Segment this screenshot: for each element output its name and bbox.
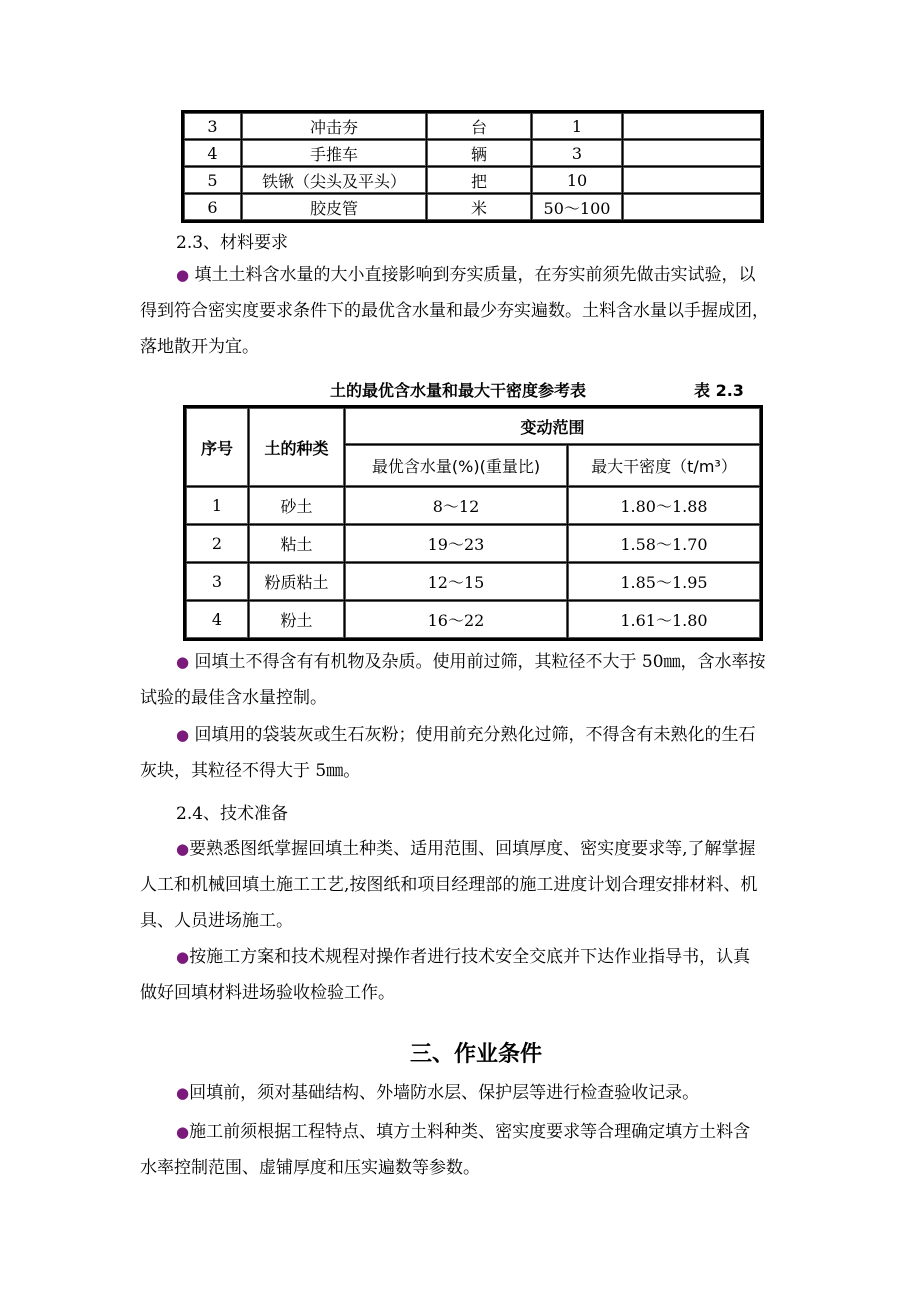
table-row [186, 601, 760, 638]
table-caption: 土的最优含水量和最大干密度参考表 [330, 381, 587, 400]
cell-no: 4 [184, 140, 241, 166]
paragraph-line: 落地散开为宜。 [140, 337, 259, 357]
cell-note [623, 140, 761, 166]
paragraph-line [176, 651, 766, 673]
cell-water: 19～23 [345, 525, 567, 562]
cell-note [623, 113, 761, 139]
cell-density: 1.85～1.95 [568, 563, 760, 600]
cell-unit: 台 [427, 113, 531, 139]
table-row [186, 487, 760, 524]
cell-unit: 把 [427, 167, 531, 193]
cell-no: 3 [184, 113, 241, 139]
cell-qty: 50～100 [532, 194, 622, 220]
paragraph-line [176, 264, 756, 286]
paragraph-text: 回填前，须对基础结构、外墙防水层、保护层等进行检查验收记录。 [189, 1083, 700, 1103]
table-row [184, 167, 761, 193]
header-optimal-water: 最优含水量(%)(重量比) [345, 445, 567, 486]
cell-soil-type: 砂土 [249, 487, 344, 524]
cell-name: 手推车 [242, 140, 426, 166]
paragraph-line: 人工和机械回填土施工工艺,按图纸和项目经理部的施工进度计划合理安排材料、机 [140, 875, 758, 895]
cell-water: 8～12 [345, 487, 567, 524]
bullet-icon: ● [176, 653, 190, 671]
bullet-icon: ● [176, 948, 190, 966]
cell-name: 铁锹（尖头及平头） [242, 167, 426, 193]
header-max-density: 最大干密度（t/m³） [568, 445, 760, 486]
bullet-icon: ● [176, 1123, 190, 1141]
cell-no: 3 [186, 563, 248, 600]
cell-density: 1.58～1.70 [568, 525, 760, 562]
table-row [186, 563, 760, 600]
paragraph-text: 填土土料含水量的大小直接影响到夯实质量，在夯实前须先做击实试验，以 [194, 265, 756, 285]
cell-qty: 3 [532, 140, 622, 166]
bullet-icon: ● [176, 840, 190, 858]
paragraph-line: 得到符合密实度要求条件下的最优含水量和最少夯实遍数。土料含水量以手握成团， [140, 301, 769, 321]
bullet-icon: ● [176, 726, 190, 744]
cell-no: 1 [186, 487, 248, 524]
header-soil-type: 土的种类 [249, 408, 344, 486]
cell-unit: 米 [427, 194, 531, 220]
paragraph-line: 水率控制范围、虚铺厚度和压实遍数等参数。 [140, 1158, 480, 1178]
cell-soil-type: 粉质粘土 [249, 563, 344, 600]
cell-qty: 10 [532, 167, 622, 193]
table-row [184, 113, 761, 139]
cell-water: 16～22 [345, 601, 567, 638]
paragraph-text: 按施工方案和技术规程对操作者进行技术安全交底并下达作业指导书，认真 [189, 947, 751, 967]
paragraph-line [176, 1121, 750, 1143]
bullet-icon: ● [176, 266, 190, 284]
paragraph-line [176, 946, 750, 968]
bullet-icon: ● [176, 1084, 190, 1102]
reference-table [183, 405, 763, 641]
paragraph-text: 施工前须根据工程特点、填方土料种类、密实度要求等合理确定填方土料含 [189, 1122, 751, 1142]
cell-qty: 1 [532, 113, 622, 139]
paragraph-line: 做好回填材料进场验收检验工作。 [140, 983, 395, 1003]
cell-soil-type: 粘土 [249, 525, 344, 562]
table-header-row [186, 408, 760, 444]
chapter-heading: 三、作业条件 [410, 1042, 543, 1067]
cell-note [623, 194, 761, 220]
section-heading: 2.4、技术准备 [176, 804, 289, 824]
cell-soil-type: 粉土 [249, 601, 344, 638]
cell-density: 1.61～1.80 [568, 601, 760, 638]
paragraph-text: 回填用的袋装灰或生石灰粉；使用前充分熟化过筛，不得含有未熟化的生石 [194, 725, 756, 745]
cell-no: 6 [184, 194, 241, 220]
section-heading: 2.3、材料要求 [176, 233, 289, 253]
paragraph-line: 试验的最佳含水量控制。 [140, 688, 327, 708]
table-number: 表 2.3 [694, 381, 744, 400]
table-row [184, 194, 761, 220]
cell-no: 4 [186, 601, 248, 638]
cell-note [623, 167, 761, 193]
header-no: 序号 [186, 408, 248, 486]
paragraph-line [176, 838, 756, 860]
header-range: 变动范围 [345, 408, 760, 444]
paragraph-line: 灰块，其粒径不得大于 5㎜。 [140, 761, 361, 781]
paragraph-line [176, 724, 756, 746]
cell-water: 12～15 [345, 563, 567, 600]
table-row [186, 525, 760, 562]
cell-no: 5 [184, 167, 241, 193]
equipment-table [181, 110, 764, 223]
cell-no: 2 [186, 525, 248, 562]
cell-unit: 辆 [427, 140, 531, 166]
cell-name: 冲击夯 [242, 113, 426, 139]
cell-name: 胶皮管 [242, 194, 426, 220]
paragraph-text: 要熟悉图纸掌握回填土种类、适用范围、回填厚度、密实度要求等,了解掌握 [189, 839, 756, 859]
cell-density: 1.80～1.88 [568, 487, 760, 524]
paragraph-text: 回填土不得含有有机物及杂质。使用前过筛，其粒径不大于 50㎜，含水率按 [194, 652, 766, 672]
paragraph-line: 具、人员进场施工。 [140, 911, 293, 931]
paragraph-line [176, 1082, 699, 1104]
table-row [184, 140, 761, 166]
